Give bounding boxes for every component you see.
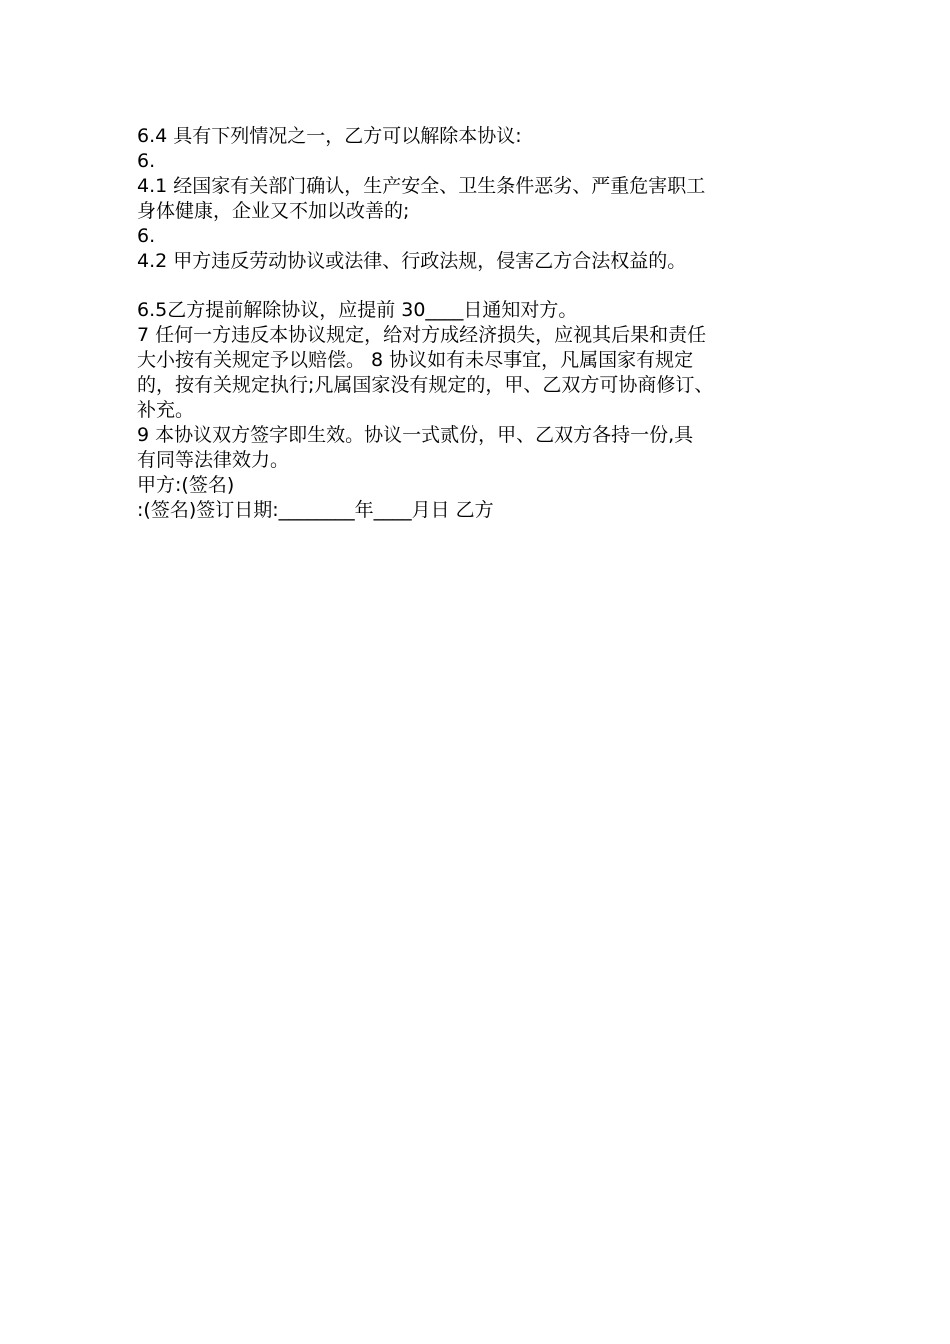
clause-number-fragment: 6. <box>137 150 156 172</box>
document-body <box>137 124 837 523</box>
clause-7-8-line-2: 大小按有关规定予以赔偿。 8 协议如有未尽事宜，凡属国家有规定 <box>137 349 694 371</box>
clause-8-line-3: 补充。 <box>137 399 195 421</box>
paragraph-gap <box>137 274 837 298</box>
clause-4-1-line-1: 4.1 经国家有关部门确认，生产安全、卫生条件恶劣、严重危害职工 <box>137 175 706 197</box>
clause-7-line-1: 7 任何一方违反本协议规定，给对方成经济损失，应视其后果和责任 <box>137 324 707 346</box>
clause-6-5: 6.5乙方提前解除协议，应提前 30____日通知对方。 <box>137 299 578 321</box>
party-a-signature: 甲方:(签名) <box>137 474 235 496</box>
clause-6-4-heading: 6.4 具有下列情况之一，乙方可以解除本协议: <box>137 125 522 147</box>
signing-date-line: :(签名)签订日期:________年____月日 乙方 <box>137 499 494 521</box>
clause-9-line-2: 有同等法律效力。 <box>137 449 290 471</box>
clause-4-2: 4.2 甲方违反劳动协议或法律、行政法规，侵害乙方合法权益的。 <box>137 250 687 272</box>
clause-number-fragment: 6. <box>137 225 156 247</box>
clause-4-1-line-2: 身体健康，企业又不加以改善的; <box>137 200 410 222</box>
clause-9-line-1: 9 本协议双方签字即生效。协议一式贰份，甲、乙双方各持一份,具 <box>137 424 694 446</box>
clause-8-line-2: 的，按有关规定执行;凡属国家没有规定的，甲、乙双方可协商修订、 <box>137 374 714 396</box>
